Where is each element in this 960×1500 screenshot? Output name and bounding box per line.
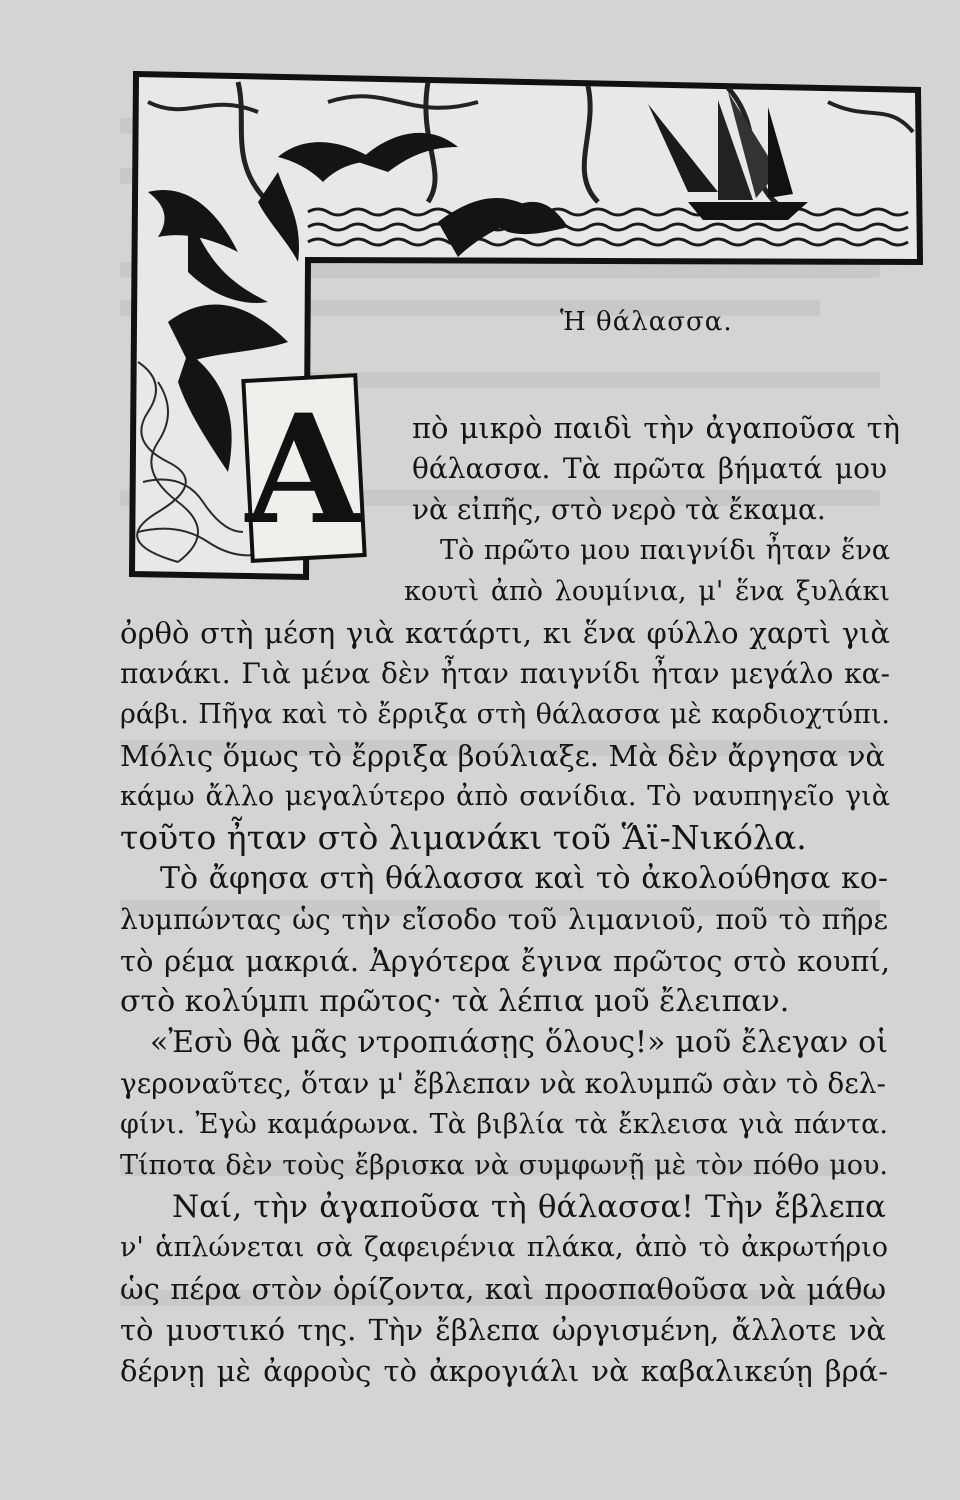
text-line: κουτὶ ἀπὸ λουμίνια, μ' ἕνα ξυλάκι xyxy=(404,576,890,607)
text-line: θάλασσα. Τὰ πρῶτα βήματά μου xyxy=(412,452,887,485)
text-line: τοῦτο ἦταν στὸ λιμανάκι τοῦ Ἅϊ-Νικόλα. xyxy=(120,818,807,857)
text-line: δέρνῃ μὲ ἀφροὺς τὸ ἀκρογιάλι νὰ καβαλικεύῃ βρά- xyxy=(120,1354,888,1388)
text-line: γεροναῦτες, ὅταν μ' ἔβλεπαν νὰ κολυμπῶ σὰν τὸ δελ- xyxy=(120,1067,886,1100)
text-line: τὸ ρέμα μακριά. Ἀργότερα ἔγινα πρῶτος στὸ κουπί, xyxy=(120,944,890,978)
initial-letter: Α xyxy=(245,382,363,558)
text-line: Ναί, τὴν ἀγαποῦσα τὴ θάλασσα! Τὴν ἔβλεπα xyxy=(172,1189,886,1225)
text-line: Τίποτα δὲν τοὺς ἔβρισκα νὰ συμφωνῇ μὲ τὸν πόθο μου. xyxy=(120,1150,888,1181)
text-line: Τὸ ἄφησα στὴ θάλασσα καὶ τὸ ἀκολούθησα κο- xyxy=(160,861,888,896)
text-line: τὸ μυστικό της. Τὴν ἔβλεπα ὠργισμένη, ἄλλοτε νὰ xyxy=(120,1313,886,1347)
text-line: φίνι. Ἐγὼ καμάρωνα. Τὰ βιβλία τὰ ἔκλεισα γιὰ πάντα. xyxy=(120,1109,888,1140)
text-line: λυμπώντας ὡς τὴν εἴσοδο τοῦ λιμανιοῦ, ποῦ τὸ πῆρε xyxy=(120,903,888,936)
text-line: ὀρθὸ στὴ μέση γιὰ κατάρτι, κι ἕνα φύλλο χαρτὶ γιὰ xyxy=(120,616,890,650)
text-line: κάμω ἄλλο μεγαλύτερο ἀπὸ σανίδια. Τὸ ναυπηγεῖο γιὰ xyxy=(120,781,890,812)
text-line: Μόλις ὅμως τὸ ἔρριξα βούλιαξε. Μὰ δὲν ἄργησα νὰ xyxy=(120,739,885,773)
text-line: Τὸ πρῶτο μου παιγνίδι ἦταν ἕνα xyxy=(440,535,890,566)
text-line: πανάκι. Γιὰ μένα δὲν ἦταν παιγνίδι ἦταν μεγάλο κα- xyxy=(120,657,890,690)
text-line: ὡς πέρα στὸν ὁρίζοντα, καὶ προσπαθοῦσα νὰ μάθω xyxy=(120,1272,886,1306)
text-line: στὸ κολύμπι πρῶτος· τὰ λέπια μοῦ ἔλειπαν. xyxy=(120,984,790,1019)
text-line: πὸ μικρὸ παιδὶ τὴν ἀγαποῦσα τὴ xyxy=(412,411,900,445)
text-line: ράβι. Πῆγα καὶ τὸ ἔρριξα στὴ θάλασσα μὲ καρδιοχτύπι. xyxy=(120,699,890,730)
text-line: ν' ἁπλώνεται σὰ ζαφειρένια πλάκα, ἀπὸ τὸ ἀκρωτήριο xyxy=(120,1232,888,1263)
text-line: νὰ εἰπῆς, στὸ νερὸ τὰ ἔκαμα. xyxy=(412,493,826,526)
chapter-title: Ἡ θάλασσα. xyxy=(560,307,733,337)
text-line: «Ἐσὺ θὰ μᾶς ντροπιάσῃς ὅλους!» μοῦ ἔλεγαν οἱ xyxy=(150,1025,888,1060)
